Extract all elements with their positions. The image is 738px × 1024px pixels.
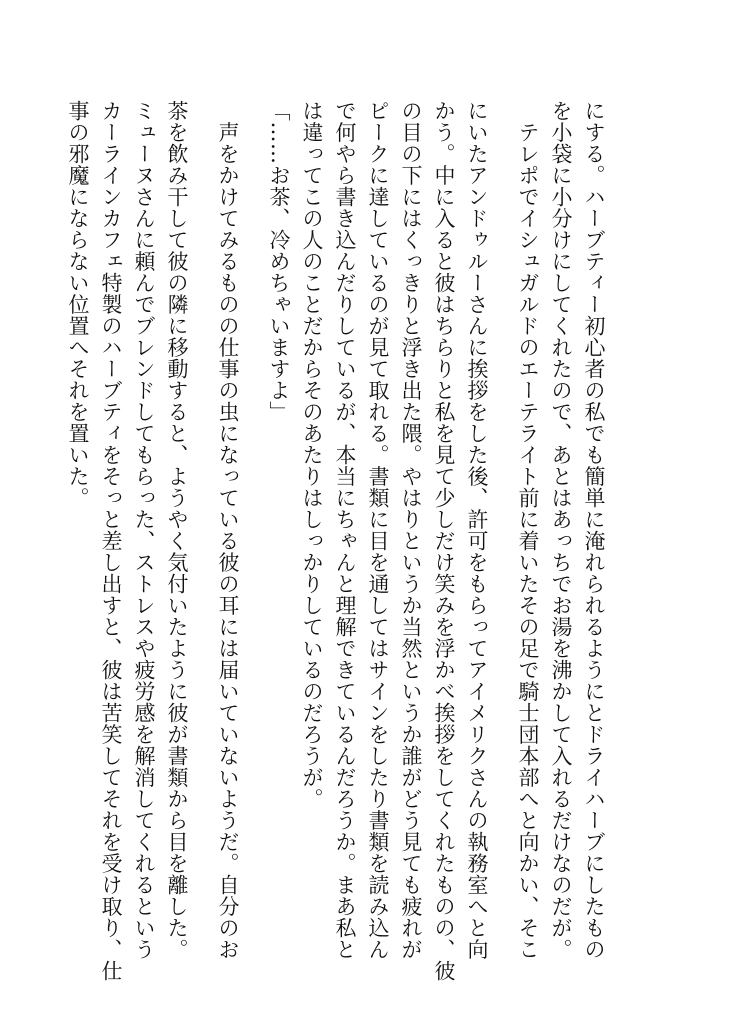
text-column: の目の下にはくっきりと浮き出た隈。やはりというか当然というか誰がどう見ても疲れが (399, 100, 423, 960)
vertical-text-body (61, 100, 610, 982)
text-column: 事の邪魔にならない位置へそれを置いた。 (66, 100, 90, 509)
text-column: で何やら書き込んだりしているが、本当にちゃんと理解できているんだろうか。まあ私と (333, 100, 357, 960)
text-column: は違ってこの人のことだからそのあたりはしっかりしているのだろうが。 (300, 100, 324, 810)
text-column: にいたアンドゥルーさんに挨拶をした後、許可をもらってアイメリクさんの執務室へと向 (465, 100, 489, 960)
text-column: ミューヌさんに頼んでブレンドしてもらった、ストレスや疲労感を解消してくれるという (132, 100, 156, 960)
text-column: を小袋に小分けにしてくれたので、あとはあっちでお湯を沸かして入れるだけなのだが。 (549, 100, 573, 960)
text-column: かう。中に入ると彼はちらりと私を見て少しだけ笑みを浮かべ挨拶をしてくれたものの、彼 (432, 100, 456, 982)
text-column: にする。ハーブティー初心者の私でも簡単に淹れられるようにとドライハーブにしたもの (582, 100, 606, 960)
text-column: ピークに達しているのが見て取れる。書類に目を通してはサインをしたり書類を読み込ん (366, 100, 390, 960)
text-column: 茶を飲み干して彼の隣に移動すると、ようやく気付いたように彼が書類から目を離した。 (165, 100, 189, 960)
text-column: 声をかけてみるものの仕事の虫になっている彼の耳には届いていないようだ。自分のお (216, 100, 240, 960)
text-column: カーラインカフェ特製のハーブティをそっと差し出すと、彼は苦笑してそれを受け取り、仕 (99, 100, 123, 982)
dialogue-line: 「……お茶、冷めちゃいますよ」 (267, 100, 291, 423)
text-column: テレポでイシュガルドのエーテライト前に着いたその足で騎士団本部へと向かい、そこ (516, 100, 540, 960)
